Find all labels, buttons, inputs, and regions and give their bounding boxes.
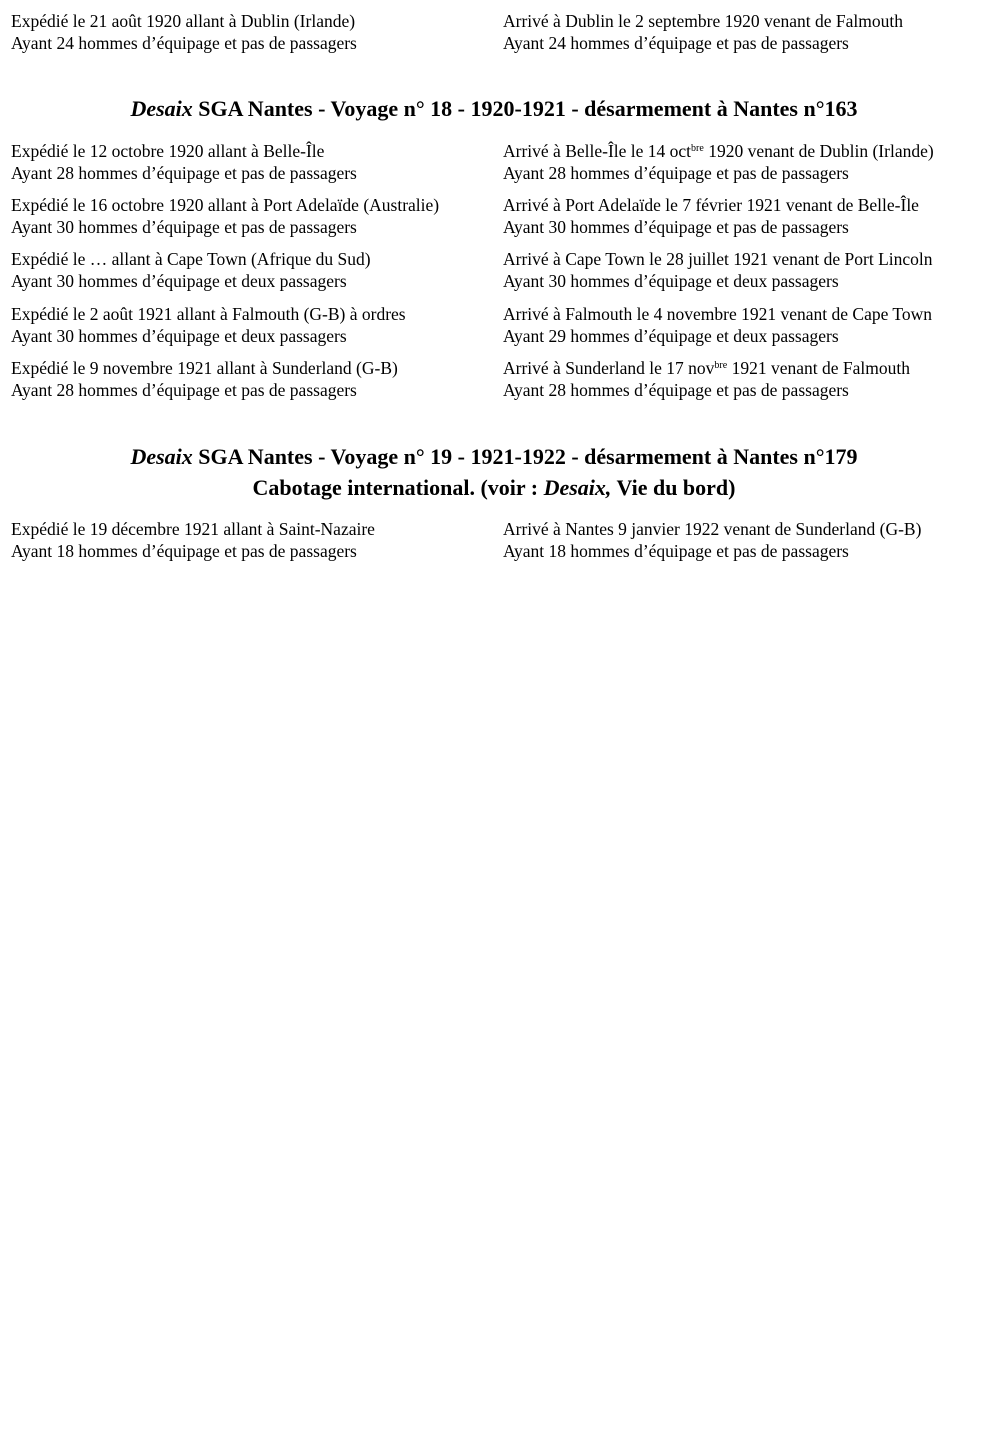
- heading-text: SGA Nantes - Voyage n° 19 - 1921-1922 - désarmement à Nantes n°179: [192, 444, 858, 469]
- crew-line: Ayant 18 hommes d’équipage et pas de passagers: [11, 541, 357, 561]
- departure-line: Expédié le 19 décembre 1921 allant à Saint-Nazaire: [11, 519, 375, 539]
- arrival-line: [503, 140, 934, 162]
- arrival-text-start: Arrivé à Sunderland le 17 nov: [503, 358, 715, 378]
- arrival-entry: [503, 518, 921, 562]
- departure-entry: [11, 357, 398, 401]
- departure-entry: [11, 140, 357, 184]
- voyage-entry-row: [0, 140, 1000, 184]
- arrival-line: [503, 357, 910, 379]
- crew-line: Ayant 24 hommes d’équipage et pas de passagers: [503, 33, 849, 53]
- subheading-text-end: Vie du bord): [611, 475, 736, 500]
- crew-line: Ayant 30 hommes d’équipage et pas de passagers: [503, 217, 849, 237]
- month-abbrev-superscript: bre: [714, 360, 728, 372]
- departure-line: Expédié le 9 novembre 1921 allant à Sunderland (G-B): [11, 358, 398, 378]
- crew-line: Ayant 29 hommes d’équipage et deux passagers: [503, 326, 839, 346]
- voyage-entry-row: [0, 248, 1000, 292]
- voyage-19-heading: [0, 441, 988, 472]
- departure-line: Expédié le 21 août 1920 allant à Dublin (Irlande): [11, 11, 356, 31]
- voyage-18-heading: [0, 93, 988, 124]
- departure-line: Expédié le 2 août 1921 allant à Falmouth (G-B) à ordres: [11, 304, 406, 324]
- departure-entry: [11, 303, 406, 347]
- arrival-line: Arrivé à Falmouth le 4 novembre 1921 venant de Cape Town: [503, 304, 933, 324]
- crew-line: Ayant 24 hommes d’équipage et pas de passagers: [11, 33, 357, 53]
- crew-line: Ayant 28 hommes d’équipage et pas de passagers: [11, 380, 357, 400]
- arrival-text-start: Arrivé à Belle-Île le 14 oct: [503, 141, 692, 161]
- departure-line: Expédié le 16 octobre 1920 allant à Port Adelaïde (Australie): [11, 195, 440, 215]
- crew-line: Ayant 30 hommes d’équipage et pas de passagers: [11, 217, 357, 237]
- crew-line: Ayant 28 hommes d’équipage et pas de passagers: [503, 163, 849, 183]
- arrival-entry: [503, 10, 903, 54]
- month-abbrev-superscript: bre: [691, 143, 704, 155]
- arrival-text-end: 1921 venant de Falmouth: [727, 358, 910, 378]
- arrival-line: Arrivé à Nantes 9 janvier 1922 venant de Sunderland (G-B): [503, 519, 922, 539]
- departure-entry: [11, 10, 357, 54]
- crew-line: Ayant 30 hommes d’équipage et deux passagers: [11, 271, 347, 291]
- departure-entry: [11, 248, 371, 292]
- voyage-entry-row: [0, 194, 1000, 238]
- arrival-line: Arrivé à Cape Town le 28 juillet 1921 venant de Port Lincoln: [503, 249, 933, 269]
- arrival-entry: [503, 303, 932, 347]
- departure-entry: [11, 194, 439, 238]
- voyage-entry-row: [0, 303, 1000, 347]
- arrival-entry: [503, 140, 934, 184]
- arrival-entry: [503, 194, 919, 238]
- arrival-entry: [503, 248, 933, 292]
- crew-line: Ayant 28 hommes d’équipage et pas de passagers: [11, 163, 357, 183]
- crew-line: Ayant 28 hommes d’équipage et pas de passagers: [503, 380, 849, 400]
- crew-line: Ayant 30 hommes d’équipage et deux passagers: [11, 326, 347, 346]
- voyage-entry-row: [0, 518, 1000, 562]
- ship-name: Desaix,: [543, 475, 612, 500]
- departure-entry: [11, 518, 375, 562]
- voyage-entry-row: [0, 10, 1000, 54]
- departure-line: Expédié le 12 octobre 1920 allant à Belle-Île: [11, 141, 325, 161]
- ship-name: Desaix: [130, 444, 193, 469]
- ship-name: Desaix: [130, 96, 193, 121]
- arrival-entry: [503, 357, 910, 401]
- voyage-entry-row: [0, 357, 1000, 401]
- departure-line: Expédié le … allant à Cape Town (Afrique du Sud): [11, 249, 371, 269]
- voyage-19-subheading: [0, 472, 988, 503]
- subheading-text-start: Cabotage international. (voir :: [252, 475, 544, 500]
- crew-line: Ayant 18 hommes d’équipage et pas de passagers: [503, 541, 849, 561]
- arrival-line: Arrivé à Port Adelaïde le 7 février 1921 venant de Belle-Île: [503, 195, 919, 215]
- arrival-line: Arrivé à Dublin le 2 septembre 1920 venant de Falmouth: [503, 11, 903, 31]
- arrival-text-end: 1920 venant de Dublin (Irlande): [703, 141, 934, 161]
- crew-line: Ayant 30 hommes d’équipage et deux passagers: [503, 271, 839, 291]
- heading-text: SGA Nantes - Voyage n° 18 - 1920-1921 - désarmement à Nantes n°163: [192, 96, 858, 121]
